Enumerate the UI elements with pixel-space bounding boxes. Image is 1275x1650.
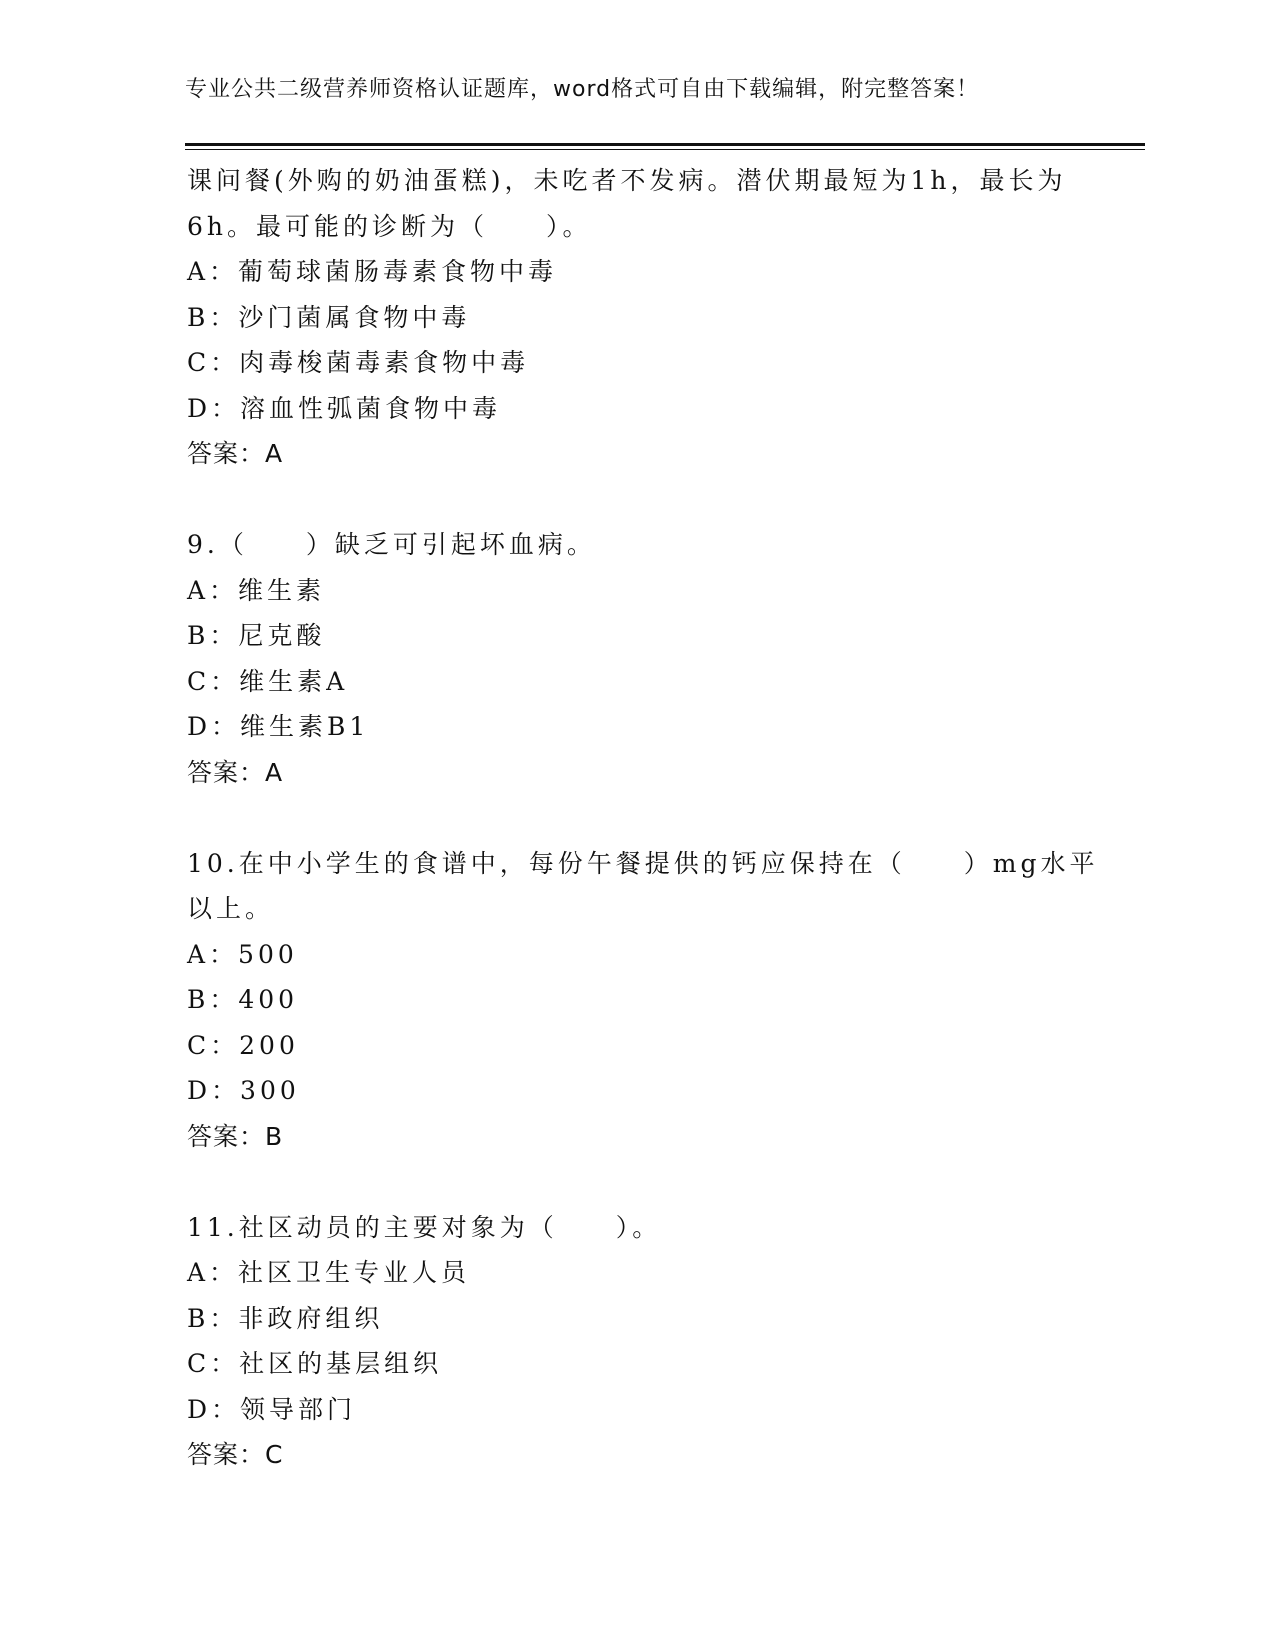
option-a: A：社区卫生专业人员 — [187, 1258, 471, 1287]
question-stem: 课问餐(外购的奶油蛋糕)，未吃者不发病。潜伏期最短为1h，最长为 — [187, 166, 1067, 195]
page-header: 专业公共二级营养师资格认证题库，word格式可自由下载编辑，附完整答案！ — [185, 77, 980, 102]
option-d: D：领导部门 — [187, 1394, 357, 1424]
spacer — [187, 795, 1117, 841]
option-b: B：400 — [187, 985, 299, 1014]
question-list — [187, 158, 1117, 1478]
option-d: D：300 — [187, 1076, 300, 1105]
question-stem: 6h。最可能的诊断为（ ）。 — [187, 211, 592, 241]
answer-text: 答案：B — [187, 1121, 284, 1151]
option-b: B：非政府组织 — [187, 1303, 384, 1333]
answer-text: 答案：A — [187, 757, 284, 787]
question-stem: 以上。 — [187, 894, 275, 923]
question-block — [187, 522, 1117, 795]
question-stem: 10.在中小学生的食谱中，每份午餐提供的钙应保持在（ ）mg水平 — [187, 848, 1099, 878]
answer-text: 答案：C — [187, 1440, 284, 1469]
option-c: C：社区的基层组织 — [187, 1349, 443, 1378]
option-a: A：维生素 — [187, 575, 326, 605]
option-c: C：维生素A — [187, 666, 349, 696]
spacer — [187, 1159, 1117, 1205]
option-b: B：沙门菌属食物中毒 — [187, 302, 471, 332]
option-d: D：维生素B1 — [187, 712, 370, 741]
option-c: C：肉毒梭菌毒素食物中毒 — [187, 348, 530, 377]
option-d: D：溶血性弧菌食物中毒 — [187, 393, 502, 423]
question-block — [187, 158, 1117, 477]
spacer — [187, 477, 1117, 523]
header-rule-thin — [185, 149, 1145, 150]
option-b: B：尼克酸 — [187, 621, 326, 650]
question-stem: 9.（ ）缺乏可引起坏血病。 — [187, 530, 596, 559]
question-block — [187, 841, 1117, 1160]
question-stem: 11.社区动员的主要对象为（ ）。 — [187, 1212, 662, 1242]
question-block — [187, 1205, 1117, 1478]
option-a: A：葡萄球菌肠毒素食物中毒 — [187, 257, 558, 286]
option-a: A：500 — [187, 939, 298, 969]
answer-text: 答案：A — [187, 439, 284, 468]
header-rule-thick — [185, 143, 1145, 146]
option-c: C：200 — [187, 1030, 299, 1060]
